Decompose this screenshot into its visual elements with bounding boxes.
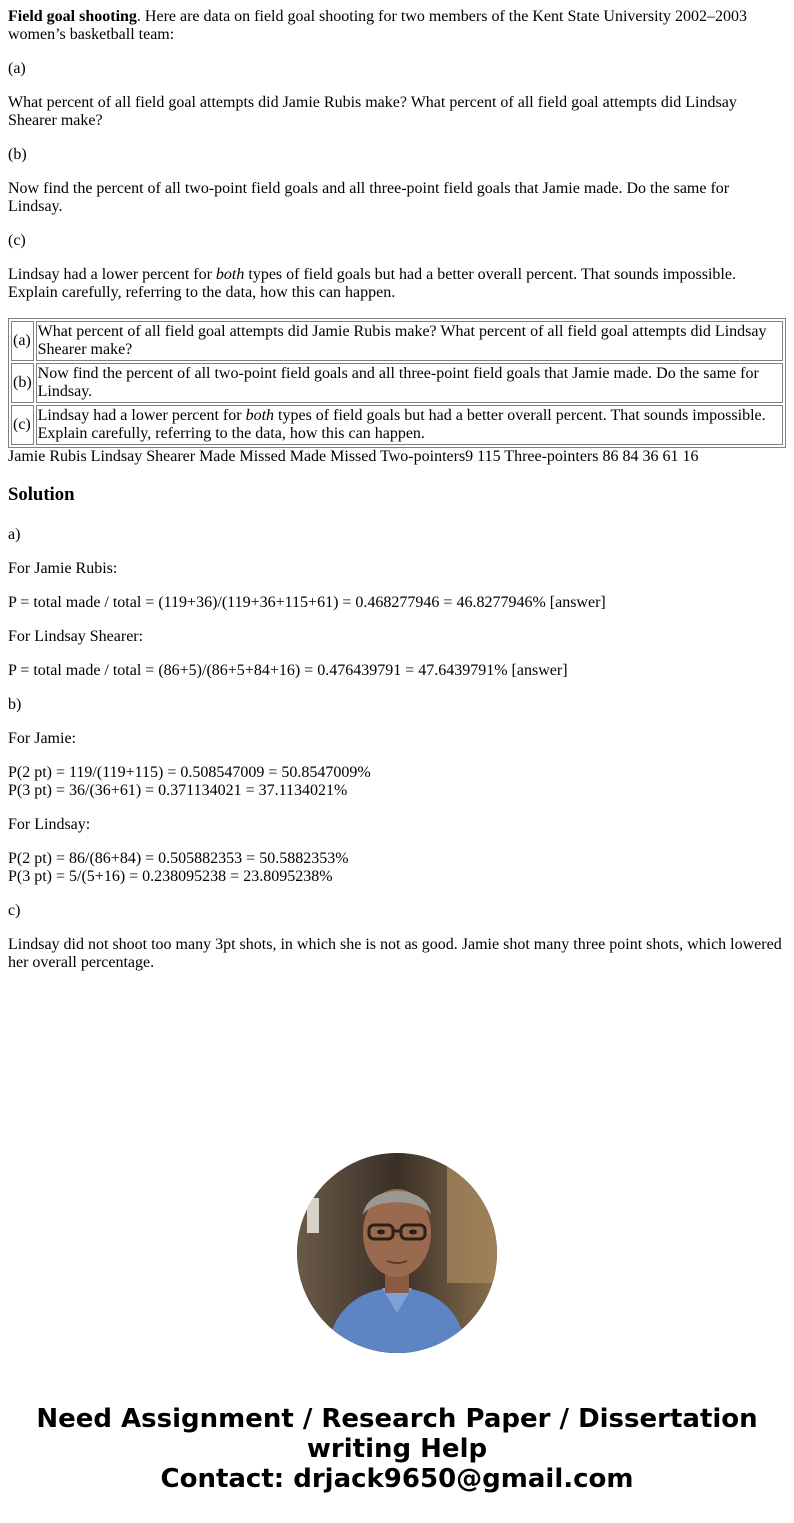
solution-jamie-intro: For Jamie Rubis: — [8, 560, 118, 577]
solution-b-lindsay-block — [8, 850, 786, 886]
question-c-emphasis: both — [215, 266, 245, 283]
question-b-label: (b) — [8, 146, 27, 163]
table-row — [11, 363, 783, 403]
solution-b-lindsay: For Lindsay: — [8, 816, 91, 833]
questions-table — [8, 318, 786, 448]
question-b-text: Now find the percent of all two-point field goals and all three-point field goals that Jamie made. Do the same for Lindsay. — [8, 180, 730, 215]
table-row — [11, 405, 783, 445]
footer-line-2: writing Help — [306, 1434, 488, 1464]
table-cell-label: (c) — [11, 405, 34, 445]
table-cell-label: (a) — [11, 321, 34, 361]
intro-bold: Field goal shooting — [8, 8, 137, 25]
table-cell-text: Now find the percent of all two-point field goals and all three-point field goals that Jamie made. Do the same for Lindsay. — [36, 363, 783, 403]
solution-c-label: c) — [8, 902, 21, 919]
data-table-flattened: Jamie Rubis Lindsay Shearer Made Missed Made Missed Two-pointers9 115 Three-pointers 86 84 36 61 16 — [8, 448, 699, 465]
avatar — [297, 1153, 497, 1353]
table-c-before: Lindsay had a lower percent for — [37, 407, 246, 424]
solution-b-lindsay-3pt: P(3 pt) = 5/(5+16) = 0.238095238 = 23.8095238% — [8, 868, 333, 885]
solution-b-jamie-3pt: P(3 pt) = 36/(36+61) = 0.371134021 = 37.1134021% — [8, 782, 348, 799]
question-c-text — [8, 266, 786, 302]
footer-contact: Contact: drjack9650@gmail.com — [160, 1464, 634, 1494]
table-cell-text — [36, 405, 783, 445]
question-a-label: (a) — [8, 60, 26, 77]
question-a-text: What percent of all field goal attempts did Jamie Rubis make? What percent of all field goal attempts did Lindsay Shearer make? — [8, 94, 737, 129]
solution-b-lindsay-2pt: P(2 pt) = 86/(86+84) = 0.505882353 = 50.5882353% — [8, 850, 349, 867]
solution-b-jamie: For Jamie: — [8, 730, 76, 747]
solution-jamie-calc: P = total made / total = (119+36)/(119+36+115+61) = 0.468277946 = 46.8277946% [answer] — [8, 594, 606, 611]
avatar-portrait-image — [297, 1153, 497, 1353]
solution-lindsay-intro: For Lindsay Shearer: — [8, 628, 144, 645]
solution-lindsay-calc: P = total made / total = (86+5)/(86+5+84+16) = 0.476439791 = 47.6439791% [answer] — [8, 662, 568, 679]
solution-b-label: b) — [8, 696, 22, 713]
table-c-after: types of field goals but had a better overall percent. That sounds impossible. Explain carefully, referring to the data, how this can happen. — [37, 407, 766, 442]
footer-advertisement — [0, 1404, 794, 1494]
solution-b-jamie-block — [8, 764, 786, 800]
footer-line-1: Need Assignment / Research Paper / Dissertation — [36, 1404, 758, 1434]
question-c-label: (c) — [8, 232, 26, 249]
question-c-before: Lindsay had a lower percent for — [8, 266, 216, 283]
solution-b-jamie-2pt: P(2 pt) = 119/(119+115) = 0.508547009 = 50.8547009% — [8, 764, 371, 781]
intro-text: . Here are data on field goal shooting for two members of the Kent State University 2002–2003 women’s basketball team: — [8, 8, 747, 43]
table-cell-text: What percent of all field goal attempts did Jamie Rubis make? What percent of all field goal attempts did Lindsay Shearer make? — [36, 321, 783, 361]
solution-a-label: a) — [8, 526, 21, 543]
table-cell-label: (b) — [11, 363, 34, 403]
solution-heading: Solution — [8, 484, 75, 505]
intro-paragraph — [8, 8, 786, 44]
table-c-emphasis: both — [245, 407, 275, 424]
table-row — [11, 321, 783, 361]
question-c-after: types of field goals but had a better overall percent. That sounds impossible. Explain carefully, referring to the data, how this can happen. — [8, 266, 736, 301]
solution-c-text: Lindsay did not shoot too many 3pt shots, in which she is not as good. Jamie shot many three point shots, which lowered her overall percentage. — [8, 936, 782, 971]
